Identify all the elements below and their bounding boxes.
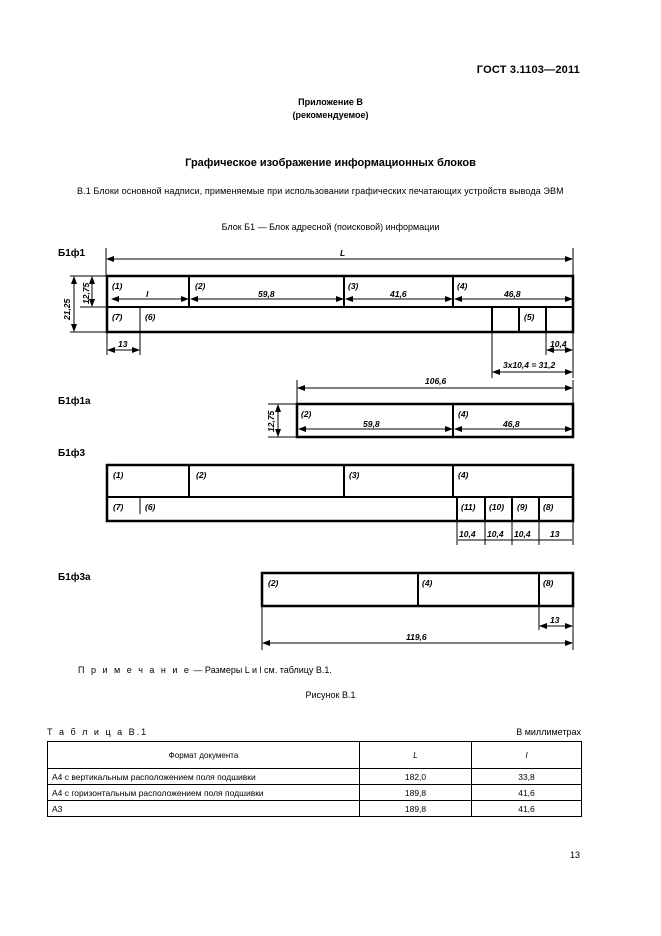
row-L: 189,8 — [360, 801, 472, 817]
block-label-b1f1: Б1ф1 — [58, 248, 86, 259]
row-format: А4 с горизонтальным расположением поля подшивки — [48, 785, 360, 801]
cell-value-46-8a: 46,8 — [503, 419, 520, 429]
cell-4a: (4) — [458, 409, 469, 419]
cell-5: (5) — [524, 312, 535, 322]
header-format: Формат документа — [48, 742, 360, 769]
dim-13-c: 13 — [550, 529, 560, 539]
cell-2a: (2) — [301, 409, 312, 419]
cell-value-59-8: 59,8 — [258, 289, 275, 299]
dimensions-table — [47, 741, 582, 817]
cell-7: (7) — [112, 312, 123, 322]
cell-9c: (9) — [517, 502, 528, 512]
cell-7c: (7) — [113, 502, 124, 512]
block-label-b1f1a: Б1ф1а — [58, 396, 91, 407]
annex-title: Приложение В — [298, 97, 363, 107]
cell-6c: (6) — [145, 502, 156, 512]
block-label-b1f3a: Б1ф3а — [58, 572, 91, 583]
block-b1f1a-frame — [297, 404, 573, 437]
dim-10-4: 10,4 — [550, 339, 567, 349]
cell-3c: (3) — [349, 470, 360, 480]
cell-value-46-8: 46,8 — [504, 289, 521, 299]
row-format: А3 — [48, 801, 360, 817]
dim-10-4-c1: 10,4 — [459, 529, 476, 539]
cell-2c: (2) — [196, 470, 207, 480]
note-prefix: П р и м е ч а н и е — [78, 665, 191, 675]
cell-2: (2) — [195, 281, 206, 291]
row-format: А4 с вертикальным расположением поля подшивки — [48, 769, 360, 785]
cell-1: (1) — [112, 281, 123, 291]
table-row — [48, 785, 582, 801]
dim-106-6: 106,6 — [425, 376, 447, 386]
dim-12-75a: 12,75 — [266, 410, 276, 432]
cell-4d: (4) — [422, 578, 433, 588]
figure-note — [78, 665, 332, 675]
note-text: — Размеры L и l см. таблицу В.1. — [190, 665, 332, 675]
row-l: 41,6 — [472, 801, 582, 817]
dim-L: L — [340, 248, 346, 258]
cell-8d: (8) — [543, 578, 554, 588]
dim-21-25: 21,25 — [62, 298, 72, 320]
row-L: 189,8 — [360, 785, 472, 801]
cell-11c: (11) — [461, 502, 476, 512]
table-header-row — [48, 742, 582, 769]
intro-paragraph: В.1 Блоки основной надписи, применяемые при использовании графических печатающих устройств вывода ЭВМ — [77, 186, 564, 196]
dim-13-d: 13 — [550, 615, 560, 625]
row-l: 41,6 — [472, 785, 582, 801]
dim-12-75: 12,75 — [81, 282, 91, 304]
cell-3: (3) — [348, 281, 359, 291]
dim-10-4-c2: 10,4 — [487, 529, 504, 539]
cell-4c: (4) — [458, 470, 469, 480]
annex-status: (рекомендуемое) — [292, 110, 369, 120]
cell-4: (4) — [457, 281, 468, 291]
cell-value-l: l — [146, 289, 149, 299]
table-label: Т а б л и ц а В.1 — [47, 727, 149, 737]
dim-119-6: 119,6 — [406, 632, 427, 642]
block-b1f1-frame — [107, 276, 573, 332]
cell-1c: (1) — [113, 470, 124, 480]
figure-number: Рисунок В.1 — [305, 690, 356, 700]
block-label-b1f3: Б1ф3 — [58, 448, 86, 459]
figure-caption: Блок Б1 — Блок адресной (поисковой) информации — [221, 222, 440, 232]
cell-value-41-6: 41,6 — [390, 289, 407, 299]
row-l: 33,8 — [472, 769, 582, 785]
cell-8c: (8) — [543, 502, 554, 512]
cell-2d: (2) — [268, 578, 279, 588]
standard-number: ГОСТ 3.1103—2011 — [476, 64, 580, 76]
section-title: Графическое изображение информационных блоков — [185, 157, 476, 169]
dim-31-2: 3х10,4 = 31,2 — [503, 360, 556, 370]
block-b1f3-frame — [107, 465, 573, 521]
cell-6: (6) — [145, 312, 156, 322]
table-units: В миллиметрах — [516, 727, 581, 737]
table-row — [48, 801, 582, 817]
dim-13: 13 — [118, 339, 128, 349]
cell-value-59-8a: 59,8 — [363, 419, 380, 429]
header-l: l — [472, 742, 582, 769]
header-L: L — [360, 742, 472, 769]
cell-10c: (10) — [489, 502, 505, 512]
dim-10-4-c3: 10,4 — [514, 529, 531, 539]
table-row — [48, 769, 582, 785]
page-number: 13 — [569, 850, 580, 860]
row-L: 182,0 — [360, 769, 472, 785]
